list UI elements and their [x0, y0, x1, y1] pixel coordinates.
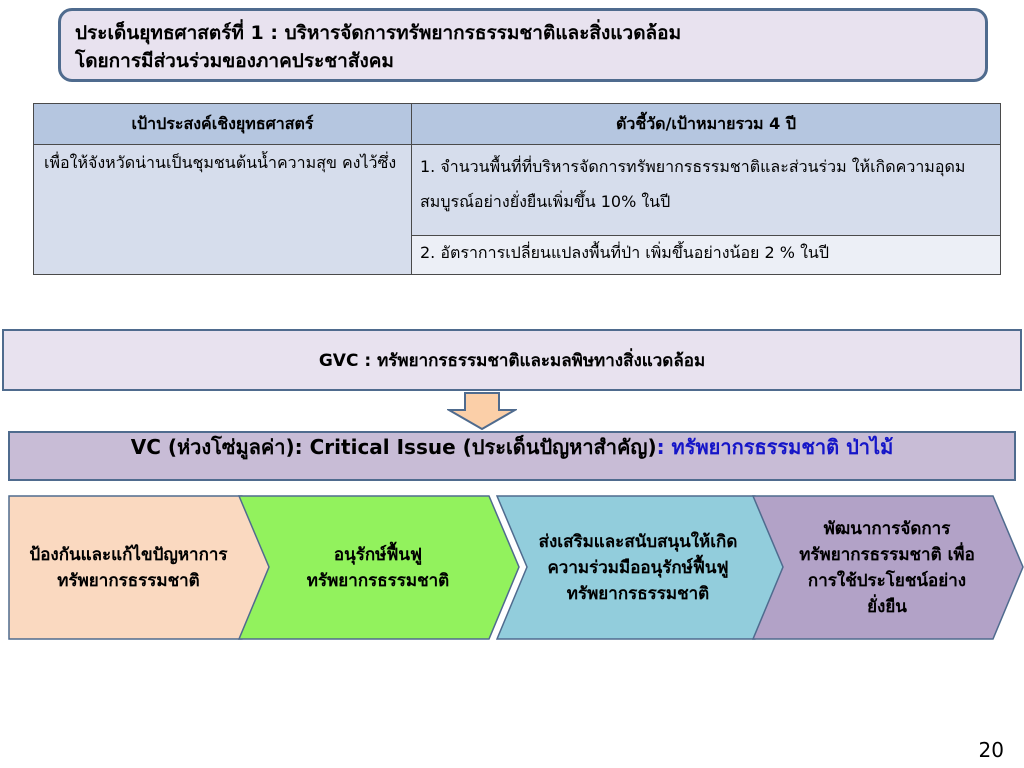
gvc-label: GVC : ทรัพยากรธรรมชาติและมลพิษทางสิ่งแวดล้อม	[318, 350, 706, 371]
goal-cell: เพื่อให้จังหวัดน่านเป็นชุมชนต้นน้ำความสุข คงไว้ซึ่ง	[34, 145, 412, 275]
vc-prefix: VC (ห่วงโซ่มูลค่า): Critical Issue (ประเด็นปัญหาสำคัญ)	[130, 435, 657, 459]
step-develop	[752, 495, 1024, 640]
page-number: 20	[978, 738, 1004, 762]
indicator-1: 1. จำนวนพื้นที่ที่บริหารจัดการทรัพยากรธรรมชาติและส่วนร่วม ให้เกิดความอุดมสมบูรณ์อย่างยั่งยืนเพิ่มขึ้น 10% ในปี	[412, 145, 1001, 236]
strategy-title-line1: ประเด็นยุทธศาสตร์ที่ 1 : บริหารจัดการทรัพยากรธรรมชาติและสิ่งแวดล้อม	[75, 22, 682, 44]
step-conserve	[238, 495, 520, 640]
down-arrow-icon	[447, 392, 517, 430]
step-prevent	[8, 495, 273, 640]
vc-banner	[8, 431, 1016, 481]
indicator-2: 2. อัตราการเปลี่ยนแปลงพื้นที่ป่า เพิ่มขึ้นอย่างน้อย 2 % ในปี	[412, 236, 1001, 275]
step-develop-label: พัฒนาการจัดการทรัพยากรธรรมชาติ เพื่อการใช้ประโยชน์อย่างยั่งยืน	[799, 519, 975, 617]
step-promote	[496, 495, 786, 640]
gvc-banner	[2, 329, 1022, 391]
strategy-title-line2: โดยการมีส่วนร่วมของภาคประชาสังคม	[75, 50, 394, 72]
strategy-title-box	[58, 8, 988, 82]
step-conserve-label: อนุรักษ์ฟื้นฟูทรัพยากรธรรมชาติ	[306, 544, 450, 591]
header-indicators: ตัวชี้วัด/เป้าหมายรวม 4 ปี	[412, 104, 1001, 145]
step-promote-label: ส่งเสริมและสนับสนุนให้เกิดความร่วมมืออนุรักษ์ฟื้นฟูทรัพยากรธรรมชาติ	[538, 532, 738, 604]
header-goal: เป้าประสงค์เชิงยุทธศาสตร์	[34, 104, 412, 145]
strategy-table	[33, 103, 1001, 275]
step-prevent-label: ป้องกันและแก้ไขปัญหาการทรัพยากรธรรมชาติ	[29, 544, 228, 591]
vc-highlight: : ทรัพยากรธรรมชาติ ป่าไม้	[656, 435, 894, 459]
